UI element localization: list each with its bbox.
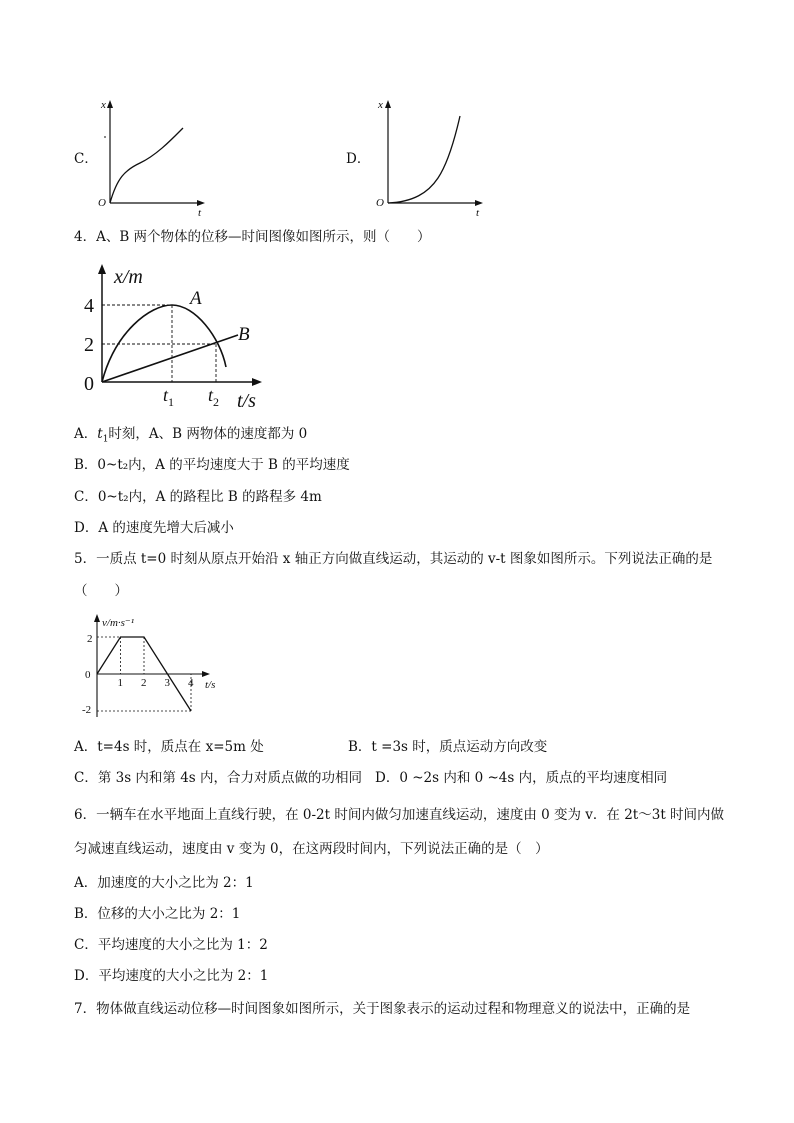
q6-option-b: B．位移的大小之比为 2：1 — [74, 906, 241, 922]
q6-stem-line2: 匀减速直线运动，速度由 v 变为 0，在这两段时间内，下列说法正确的是（ ） — [74, 841, 549, 857]
option-d-label: D． — [346, 151, 371, 167]
graph-d-origin: O — [376, 197, 384, 209]
q4-option-c: C．0~t₂内，A 的路程比 B 的路程多 4m — [74, 489, 322, 505]
q5-x-axis-label: t/s — [205, 679, 216, 691]
q6-stem-line1: 6．一辆车在水平地面上直线行驶，在 0-2t 时间内做匀加速直线运动，速度由 0 变为 v．在 2t～3t 时间内做 — [74, 807, 725, 823]
q5-x-tick-1: 1 — [117, 677, 123, 689]
q5-option-b: B．t =3s 时，质点运动方向改变 — [348, 739, 548, 755]
graph-c-origin: O — [98, 197, 106, 209]
q4-label-b: B — [238, 324, 250, 345]
q4-option-a: A．$t_1$时刻，A、B 两物体的速度都为 0 — [74, 426, 308, 445]
q7-stem-line1: 7．物体做直线运动位移—时间图象如图所示，关于图象表示的运动过程和物理意义的说法中，正确的是 — [74, 1001, 691, 1017]
q5-option-c: C．第 3s 内和第 4s 内，合力对质点做的功相同 — [74, 770, 363, 786]
q4-x-axis-label: t/s — [237, 390, 256, 412]
q5-graph — [80, 612, 240, 727]
q5-y-axis-label: v/m·s⁻¹ — [102, 617, 135, 629]
q4-x-tick-t2: $t_2$ — [208, 385, 220, 409]
q5-origin: 0 — [85, 669, 91, 681]
graph-c-y-label: x — [101, 99, 106, 111]
q5-x-tick-3: 3 — [164, 677, 170, 689]
q4-option-d: D．A 的速度先增大后减小 — [74, 520, 234, 536]
q6-option-d: D．平均速度的大小之比为 2：1 — [74, 968, 269, 984]
q5-x-tick-4: 4 — [188, 677, 194, 689]
q4-stem: 4．A、B 两个物体的位移—时间图像如图所示，则（ ） — [74, 229, 431, 245]
graph-c-x-label: t — [198, 207, 202, 219]
q5-option-d: D．0 ~2s 内和 0 ~4s 内，质点的平均速度相同 — [375, 770, 668, 786]
q5-option-a: A．t=4s 时，质点在 x=5m 处 — [74, 739, 264, 755]
q6-option-c: C．平均速度的大小之比为 1：2 — [74, 937, 268, 953]
graph-d-curve — [388, 116, 460, 203]
q4-y-tick-2: 2 — [84, 334, 94, 356]
q4-y-axis-label: x/m — [114, 266, 143, 288]
q5-x-tick-2: 2 — [141, 677, 147, 689]
graph-d-y-label: x — [378, 99, 383, 111]
q4-option-b: B．0~t₂内，A 的平均速度大于 B 的平均速度 — [74, 457, 350, 473]
graph-d-x-label: t — [476, 207, 480, 219]
q4-y-tick-4: 4 — [84, 295, 94, 317]
line-b — [102, 335, 238, 382]
q4-x-tick-t1: $t_1$ — [163, 385, 175, 409]
option-c-label: C． — [74, 151, 98, 167]
q4-label-a: A — [190, 288, 202, 309]
q5-y-tick-neg2: -2 — [82, 704, 92, 716]
q5-y-tick-2: 2 — [87, 633, 93, 645]
graph-c-curve — [110, 128, 183, 203]
q5-stem-line2: （ ） — [74, 583, 128, 599]
q4-graph — [80, 262, 280, 417]
q5-stem-line1: 5．一质点 t=0 时刻从原点开始沿 x 轴正方向做直线运动，其运动的 v-t 图象如图所示。下列说法正确的是 — [74, 551, 713, 567]
graph-c — [95, 98, 205, 218]
curve-a — [102, 305, 226, 382]
q6-option-a: A．加速度的大小之比为 2：1 — [74, 875, 254, 891]
graph-d — [373, 98, 483, 218]
q4-origin: 0 — [84, 373, 94, 395]
